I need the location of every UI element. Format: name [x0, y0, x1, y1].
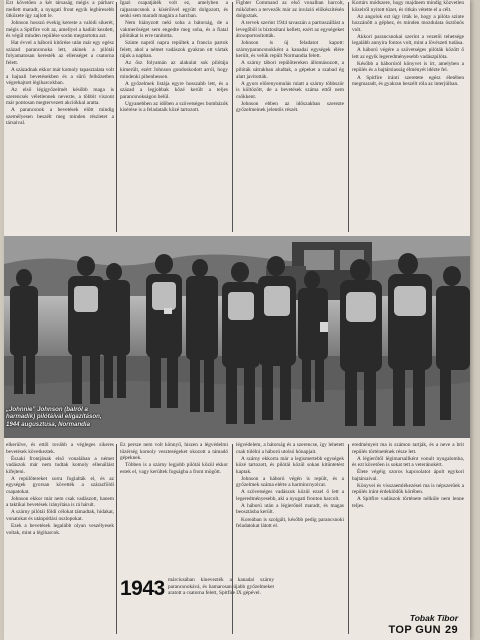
paragraph: Nem hiányzott neki soha a bátorság, de a vakmerőséget sem engedte meg soha, és a fiatal pilótákat is erre tanította.: [120, 20, 228, 40]
photo-caption: „Johnnie” Johnson (balról a harmadik) pilótáival eligazításon, 1944 augusztusa, Normandia: [6, 406, 102, 428]
paragraph: A repülőtereket sorra foglalták el, és az egységek gyorsan követték a szárazföldi csapatokat.: [6, 475, 114, 495]
paragraph: A háború végére a szövetséges pilóták között ő lett az egyik legeredményesebb vadászpilóta.: [352, 47, 464, 60]
paragraph: Az ősz folyamán az alakulat sok pilótája kimerült, ezért Johnson gondoskodott arról, hogy mindenki pihenhessen.: [120, 60, 228, 80]
paragraph: A háború után a légierőnél maradt, és magas beosztásba került.: [236, 502, 344, 516]
paragraph: Ezt követően a két társaság mégis a párharc mellett maradt, a nyugati front egyik leghíresebb ütközete így zajlott le.: [6, 0, 114, 20]
column-rule: [232, 444, 233, 634]
magazine-page: [4, 0, 470, 640]
column-rule: [116, 2, 117, 232]
paragraph: elkerülve, és ettől tovább a végleges sikeres bevetések következtek.: [6, 442, 114, 455]
paragraph: Hat évvel a háború kitörése után már egy egész század parancsnoka lett, akinek a pilótái folyamatosan keresték az ellenséget a csatorna felett.: [6, 40, 114, 66]
paragraph: A századnak ekkor már komoly tapasztalata volt a hajnali bevetésekben és a sűrű felhőzetben végrehajtott légiharcokban.: [6, 66, 114, 87]
bottom-column-4: [352, 442, 464, 610]
paragraph: Akkori parancsnokai szerint a vezetői tehetsége legalább annyira fontos volt, mint a lövészeti tudása.: [352, 33, 464, 47]
top-column-4: [352, 0, 464, 234]
paragraph: Északi frontjának első vonalában a német vadászok már nem tudtak komoly ellenállást kifejteni.: [6, 455, 114, 475]
bottom-column-1: [6, 442, 114, 638]
paragraph: Johnson is új feladatot kapott: szárnyparancsnokként a kanadai egységek élére került, és velük repült Normandia felett.: [236, 40, 344, 60]
paragraph: Élete végéig szoros kapcsolatot ápolt egykori bajtársaival.: [352, 469, 464, 482]
paragraph: A szárny tábori repülőtereken állomásozott, a pilóták sátrakban aludtak, a gépeket a szabad ég alatt javították.: [236, 60, 344, 80]
paragraph: Az első légigyőzelmét később maga is szerencsés véletlennek nevezte, a többit viszont már pontosan megtervezett akciókkal aratta.: [6, 87, 114, 107]
paragraph: A szárny ekkorra már a legismertebb egységek közé tartozott, és pilótái közül sokan kitüntetést kaptak.: [236, 455, 344, 475]
paragraph: Johnson a háború végén is repült, és a győzelmek száma elérte a harmincnyolcat.: [236, 475, 344, 489]
year-paragraph: márciusában kinevezték a kanadai szárny parancsnokává, és hamarosan újabb győzelmeket aratott a csatorna felett, Spitfire IX gépével.: [168, 577, 274, 597]
bottom-column-2: [120, 442, 228, 574]
paragraph: Ugyanebben az időben a szövetséges bombázók kísérése is a feladataik közé tartozott.: [120, 100, 228, 114]
paragraph: A gyors előrenyomulás miatt a szárny többször is költözött, de a bevetések száma ettől nem csökkent.: [236, 80, 344, 100]
column-rule: [348, 444, 349, 634]
paragraph: Kortárs módszere, hogy majdnem mindig közvetlen közelről nyitott tüzet, és ritkán vétette el a célt.: [352, 0, 464, 13]
paragraph: A szövetséges vadászok közül ezzel ő lett a legeredményesebb, aki a nyugati fronton harcolt.: [236, 489, 344, 502]
top-column-1: [6, 0, 114, 234]
paragraph: Később a háborúról könyvet is írt, amelyben a repülés és a bajtársiasság élményét idézte fel.: [352, 60, 464, 74]
paragraph: A tervek szerint 1944 tavaszán a partraszállást a levegőből is biztosítani kellett, ezért az egységeket átcsoportosították.: [236, 20, 344, 40]
paragraph: Fighter Command az első vonalban harcolt, miközben a tervezők már az invázió előkészítésén dolgoztak.: [236, 0, 344, 20]
paragraph: A légierőtől légimarsallként vonult nyugalomba, és ezt követően is sokat tett a veteránokért.: [352, 455, 464, 469]
top-column-2: [120, 0, 228, 234]
paragraph: Johnson hosszú évekig kereste a valódi sikerét, mégis a Spitfire volt az, amellyel a hadiút kezdett, és végül minden repülése során megtartotta azt.: [6, 20, 114, 40]
paragraph: Az angolok ezt úgy írták le, hogy a pilóta szinte hozzánőtt a géphez, és minden mozdulata ösztönös volt.: [352, 13, 464, 33]
year-heading: 1943: [120, 577, 165, 600]
paragraph: eredményeit ma is számon tartják, és a neve a brit repülés történetének része lett.: [352, 442, 464, 455]
paragraph: Johnson ekkor már nem csak vadászott, hanem a taktikai bevetések irányítása is rá hárult.: [6, 495, 114, 509]
paragraph: Szinte napról napra repültek a francia partok felett, ahol a német vadászok gyakran ott vártak rájuk a napban.: [120, 40, 228, 60]
paragraph: A parancsnok a bevetések előtt mindig személyesen beszélt meg minden részletet a társaival.: [6, 107, 114, 127]
paragraph: légvédelem, a bátorság és a szerencse, így lehetett csak túlélni a háború utolsó hónapjait.: [236, 442, 344, 455]
paragraph: A Spitfire iránti szeretete egész életében megmaradt, és gyakran beszélt róla az interjúiban.: [352, 74, 464, 88]
author-signature: Tobak Tibor: [409, 613, 458, 623]
paragraph: A Spitfire vadászok története nélküle nem lenne teljes.: [352, 496, 464, 509]
page-number: 29: [444, 624, 458, 636]
page-footer: [388, 624, 458, 636]
paragraph: Ez persze nem volt könnyű, hiszen a légvédelmi tüzérség komoly veszteségeket okozott a támadó gépeknek.: [120, 442, 228, 462]
paragraph: Johnson ebben az időszakban szerezte győzelmeinek jelentős részét.: [236, 100, 344, 114]
paragraph: A győzelmek listája egyre hosszabb lett, és a század a legjobbak közé került a teljes parancsnokságon belül.: [120, 80, 228, 100]
top-column-3: [236, 0, 344, 234]
bottom-column-3: [236, 442, 344, 638]
column-rule: [232, 2, 233, 232]
paragraph: Többen is a szárny legjobb pilótái közül ekkor estek el, vagy kerültek fogságba a front mögött.: [120, 462, 228, 475]
paragraph: Könyvei és visszaemlékezései ma is népszerűek a repülés iránt érdeklődők körében.: [352, 482, 464, 496]
pilots-briefing-photo: [4, 236, 470, 438]
paragraph: Ezek a bevetések legalább olyan veszélyesek voltak, mint a légiharcok.: [6, 523, 114, 536]
paragraph: Koreában is szolgált, később pedig parancsnoki feladatokat látott el.: [236, 516, 344, 530]
paragraph: Igazi csapatjáték volt ez, amelyben a rajparancsnok a kísérőivel együtt dolgozott, és senki sem maradt magára a harcban.: [120, 0, 228, 20]
magazine-name: TOP GUN: [388, 624, 441, 636]
column-rule: [348, 2, 349, 232]
paragraph: A szárny pilótái földi célokat támadtak, hidakat, vonatokat és utánpótlási oszlopokat.: [6, 509, 114, 523]
column-rule: [116, 444, 117, 634]
